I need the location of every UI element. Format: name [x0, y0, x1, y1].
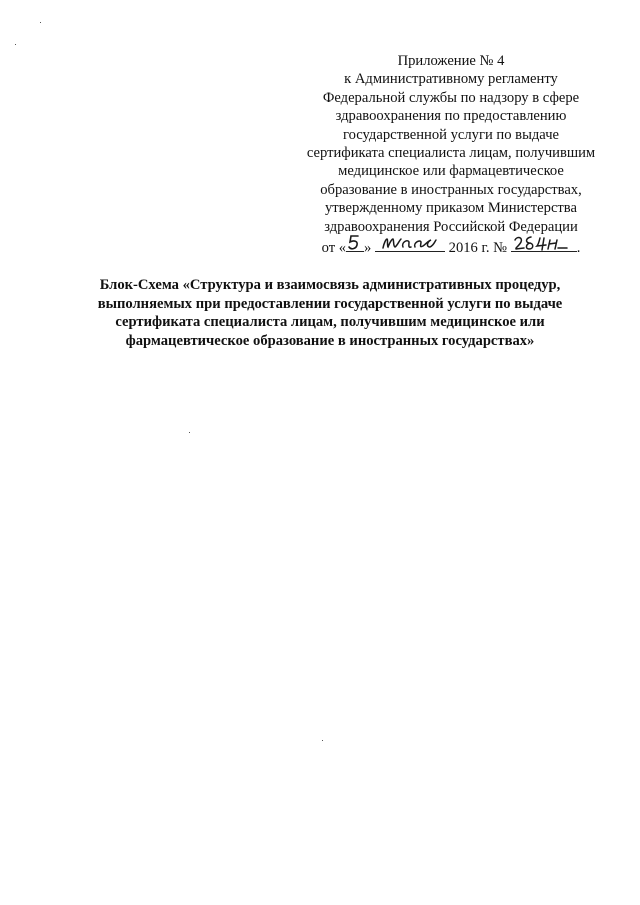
scan-speck [40, 22, 41, 23]
flowchart-title [80, 276, 580, 350]
appendix-header [290, 52, 612, 257]
appendix-line: государственной услуги по выдаче [342, 126, 560, 143]
date-suffix: . [576, 240, 581, 257]
appendix-line: сертификата специалиста лицам, получившим [306, 145, 596, 162]
appendix-line: здравоохранения Российской Федерации [324, 218, 578, 235]
year-and-number-label: 2016 г. № [448, 240, 508, 257]
appendix-line: к Административному регламенту [344, 71, 558, 88]
scan-speck [322, 740, 323, 741]
title-line: выполняемых при предоставлении государственной услуги по выдаче [97, 295, 563, 312]
appendix-line: здравоохранения по предоставлению [335, 108, 567, 125]
title-line: фармацевтическое образование в иностранных государствах» [125, 332, 535, 349]
title-line: Блок-Схема «Структура и взаимосвязь административных процедур, [99, 277, 561, 293]
date-mid: » [364, 240, 372, 257]
order-number-field [511, 236, 577, 252]
scan-speck [15, 44, 16, 45]
appendix-line: Приложение № 4 [397, 53, 505, 69]
order-date-line [290, 236, 612, 257]
title-line: сертификата специалиста лицам, получившим медицинское или [115, 314, 545, 331]
handwritten-order-number [511, 233, 577, 253]
scan-speck [189, 432, 190, 433]
handwritten-month [375, 233, 445, 253]
appendix-line: образование в иностранных государствах, [320, 181, 582, 198]
handwritten-day [346, 233, 364, 253]
appendix-line: медицинское или фармацевтическое [338, 163, 564, 180]
appendix-line: Федеральной службы по надзору в сфере [322, 89, 580, 106]
day-field [346, 236, 364, 252]
appendix-line: утвержденному приказом Министерства [325, 200, 577, 217]
date-prefix: от « [321, 240, 347, 257]
month-field [375, 236, 445, 252]
